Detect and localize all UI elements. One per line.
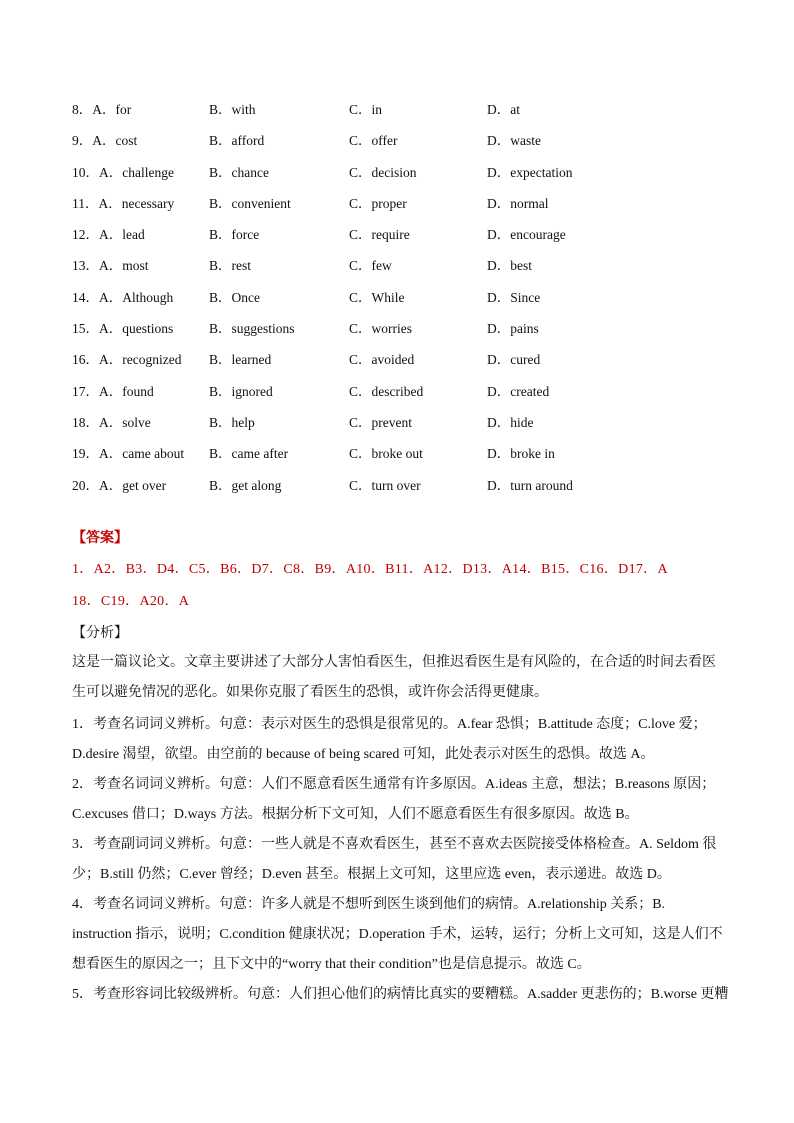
option-a-text: A．solve (99, 414, 151, 430)
option-c: C．turn over (349, 477, 421, 493)
option-b: B．ignored (209, 383, 273, 399)
answer-line-1: 1．A2．B3．D4．C5．B6．D7．C8．B9．A10．B11．A12．D13．A14．B15．C16．D17．A (72, 562, 668, 577)
option-c: C．avoided (349, 352, 415, 368)
option-number-and-a (72, 350, 181, 370)
option-a-text: A．recognized (99, 352, 182, 368)
option-b: B．afford (209, 133, 265, 149)
item-1-line-2: D.desire 渴望，欲望。由空前的 because of being scared 可知，此处表示对医生的恐惧。故选 A。 (72, 747, 655, 762)
option-number-and-a (72, 100, 131, 120)
option-c: C．require (349, 227, 410, 243)
analysis-heading: 【分析】 (72, 626, 128, 641)
option-row (72, 444, 722, 475)
item-3-line-2: 少；B.still 仍然；C.ever 曾经；D.even 甚至。根据上文可知，这里应选 even，表示递进。故选 D。 (72, 867, 671, 882)
option-d: D．encourage (487, 227, 566, 243)
intro-line: 这是一篇议论文。文章主要讲述了大部分人害怕看医生，但推迟看医生是有风险的，在合适的时间去看医 (72, 655, 716, 670)
option-b: B．suggestions (209, 321, 295, 337)
option-c: C．few (349, 258, 392, 274)
question-number: 17． (72, 383, 99, 399)
option-d: D．hide (487, 414, 534, 430)
item-4-line-3: 想看医生的原因之一；且下文中的“worry that their condition”也是信息提示。故选 C。 (72, 957, 591, 972)
option-c: C．While (349, 289, 405, 305)
answer-heading: 【答案】 (72, 531, 128, 546)
question-number: 12． (72, 227, 99, 243)
options-list (72, 100, 722, 507)
option-a-text: A．most (99, 258, 149, 274)
option-b: B．get along (209, 477, 282, 493)
question-number: 9． (72, 133, 93, 149)
option-d: D．at (487, 102, 520, 117)
item-4-line-1: 4．考查名词词义辨析。句意：许多人就是不想听到医生谈到他们的病情。A.relationship 关系；B. (72, 897, 666, 912)
option-d: D．cured (487, 352, 541, 368)
option-d: D．best (487, 258, 532, 274)
option-row (72, 256, 722, 287)
option-c: C．described (349, 383, 424, 399)
option-row (72, 288, 722, 319)
answer-line-2: 18．C19．A20．A (72, 594, 190, 609)
option-d: D．created (487, 383, 550, 399)
option-a-text: A．questions (99, 321, 174, 337)
option-row (72, 382, 722, 413)
option-d: D．broke in (487, 446, 555, 462)
option-c: C．decision (349, 164, 417, 180)
option-number-and-a (72, 319, 173, 339)
intro-line: 生可以避免情况的恶化。如果你克服了看医生的恐惧，或许你会活得更健康。 (72, 685, 548, 700)
option-b: B．Once (209, 289, 260, 305)
question-number: 10． (72, 164, 99, 180)
option-b: B．with (209, 102, 256, 117)
question-number: 18． (72, 414, 99, 430)
option-a-text: A．for (92, 102, 132, 117)
option-number-and-a (72, 225, 145, 245)
option-a-text: A．Although (99, 289, 174, 305)
option-row (72, 413, 722, 444)
item-2-line-1: 2．考查名词词义辨析。句意：人们不愿意看医生通常有许多原因。A.ideas 主意，想法；B.reasons 原因； (72, 777, 716, 792)
option-d: D．normal (487, 195, 549, 211)
option-a-text: A．get over (99, 477, 167, 493)
option-c: C．proper (349, 195, 407, 211)
question-number: 20． (72, 477, 99, 493)
option-number-and-a (72, 476, 166, 496)
analysis-items (72, 710, 732, 1010)
option-b: B．convenient (209, 195, 291, 211)
item-1-line-1: 1．考查名词词义辨析。句意：表示对医生的恐惧是很常见的。A.fear 恐惧；B.attitude 态度；C.love 爱； (72, 717, 707, 732)
option-row (72, 131, 722, 162)
option-a-text: A．challenge (99, 164, 174, 180)
question-number: 8． (72, 102, 93, 117)
option-b: B．learned (209, 352, 272, 368)
option-number-and-a (72, 444, 184, 464)
question-number: 14． (72, 289, 99, 305)
option-row (72, 319, 722, 350)
option-b: B．force (209, 227, 260, 243)
option-number-and-a (72, 288, 173, 308)
item-3-line-1: 3．考查副词词义辨析。句意：一些人就是不喜欢看医生，甚至不喜欢去医院接受体格检查。A. Seldom 很 (72, 837, 717, 852)
option-c: C．in (349, 102, 383, 117)
option-c: C．worries (349, 321, 412, 337)
question-number: 13． (72, 258, 99, 274)
option-b: B．came after (209, 446, 289, 462)
option-row (72, 350, 722, 381)
option-row (72, 225, 722, 256)
option-d: D．waste (487, 133, 541, 149)
option-row (72, 100, 722, 131)
option-row (72, 476, 722, 507)
option-number-and-a (72, 131, 137, 151)
option-a-text: A．lead (99, 227, 145, 243)
option-b: B．rest (209, 258, 251, 274)
option-number-and-a (72, 256, 149, 276)
item-5-line-1: 5．考查形容词比较级辨析。句意：人们担心他们的病情比真实的要糟糕。A.sadder 更悲伤的；B.worse 更糟 (72, 987, 729, 1002)
option-c: C．prevent (349, 414, 412, 430)
option-number-and-a (72, 194, 174, 214)
option-a-text: A．necessary (98, 195, 175, 211)
option-number-and-a (72, 413, 151, 433)
option-d: D．expectation (487, 164, 573, 180)
option-a-text: A．cost (92, 133, 138, 149)
option-c: C．offer (349, 133, 398, 149)
option-number-and-a (72, 382, 154, 402)
option-c: C．broke out (349, 446, 423, 462)
option-number-and-a (72, 163, 174, 183)
option-b: B．chance (209, 164, 269, 180)
option-d: D．Since (487, 289, 541, 305)
option-d: D．pains (487, 321, 539, 337)
question-number: 11． (72, 195, 99, 211)
analysis-intro (72, 648, 732, 708)
option-a-text: A．found (99, 383, 154, 399)
question-number: 19． (72, 446, 99, 462)
option-b: B．help (209, 414, 255, 430)
item-2-line-2: C.excuses 借口；D.ways 方法。根据分析下文可知，人们不愿意看医生有很多原因。故选 B。 (72, 807, 639, 822)
question-number: 16． (72, 352, 99, 368)
option-d: D．turn around (487, 477, 573, 493)
option-row (72, 163, 722, 194)
item-4-line-2: instruction 指示，说明；C.condition 健康状况；D.operation 手术，运转，运行；分析上文可知，这是人们不 (72, 927, 723, 942)
option-row (72, 194, 722, 225)
option-a-text: A．came about (99, 446, 185, 462)
question-number: 15． (72, 321, 99, 337)
